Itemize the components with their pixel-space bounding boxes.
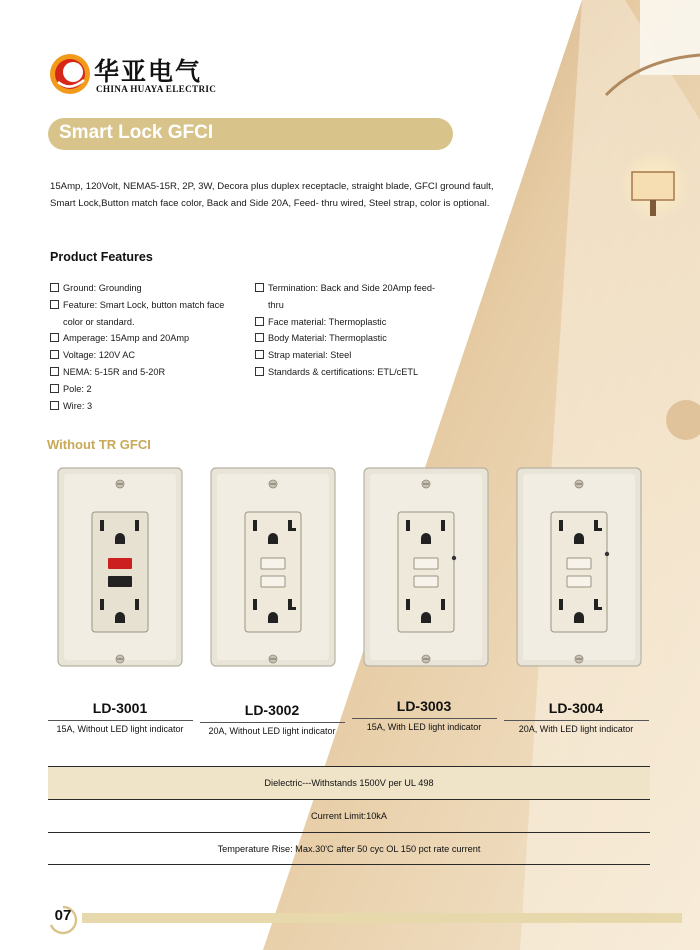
company-logo (48, 50, 248, 100)
product-model-ld-3001: LD-3001 (92, 700, 148, 716)
product-desc-ld-3003: 15A, With LED light indicator (366, 722, 482, 732)
page-title: Smart Lock GFCI (59, 122, 214, 143)
page-number: 07 (54, 907, 72, 924)
feature-termination: Termination: Back and Side 20Amp feed-thru (255, 280, 445, 314)
footer-bar (82, 913, 682, 923)
subsection-heading: Without TR GFCI (47, 437, 151, 452)
product-desc-ld-3002: 20A, Without LED light indicator (208, 726, 336, 736)
product-desc-ld-3004: 20A, With LED light indicator (518, 724, 634, 734)
product-model-ld-3002: LD-3002 (244, 702, 300, 718)
product-model-ld-3004: LD-3004 (548, 700, 604, 716)
intro-paragraph: 15Amp, 120Volt, NEMA5-15R, 2P, 3W, Decora plus duplex receptacle, straight blade, GFCI ground fault, Smart Lock,Button match face color, Back and Side 20A, Feed- thru wired, Steel strap, color is optional. (50, 181, 494, 209)
spec-row-current-limit: Current Limit:10kA (48, 799, 650, 832)
features-list-right (255, 280, 445, 381)
product-image-ld-3003 (362, 466, 490, 668)
product-divider (504, 720, 649, 721)
feature-voltage: Voltage: 120V AC (50, 347, 235, 364)
logo-chinese-name: 华亚电气 (94, 57, 203, 86)
product-divider (200, 722, 345, 723)
feature-amperage: Amperage: 15Amp and 20Amp (50, 330, 235, 347)
product-image-ld-3002 (209, 466, 337, 668)
logo-english-name: CHINA HUAYA ELECTRIC (96, 84, 217, 94)
title-banner (48, 118, 453, 150)
feature-face-material: Face material: Thermoplastic (255, 314, 445, 331)
product-divider (48, 720, 193, 721)
product-desc-ld-3001: 15A, Without LED light indicator (56, 724, 184, 734)
product-divider (352, 718, 497, 719)
feature-wire: Wire: 3 (50, 398, 235, 415)
spec-table (48, 766, 650, 865)
feature-nema: NEMA: 5-15R and 5-20R (50, 364, 235, 381)
product-image-ld-3001 (56, 466, 184, 668)
spec-row-temperature-rise: Temperature Rise: Max.30'C after 50 cyc OL 150 pct rate current (48, 832, 650, 865)
spec-row-dielectric: Dielectric---Withstands 1500V per UL 498 (48, 766, 650, 799)
features-heading: Product Features (50, 250, 153, 264)
product-image-ld-3004 (515, 466, 643, 668)
page-number-badge (48, 905, 78, 935)
product-model-ld-3003: LD-3003 (396, 698, 452, 714)
feature-strap-material: Strap material: Steel (255, 347, 445, 364)
feature-standards: Standards & certifications: ETL/cETL (255, 364, 445, 381)
feature-ground: Ground: Grounding (50, 280, 235, 297)
feature-smart-lock: Feature: Smart Lock, button match face color or standard. (50, 297, 235, 331)
logo-swirl-icon (48, 52, 92, 96)
features-list-left (50, 280, 235, 414)
feature-body-material: Body Material: Thermoplastic (255, 330, 445, 347)
feature-pole: Pole: 2 (50, 381, 235, 398)
